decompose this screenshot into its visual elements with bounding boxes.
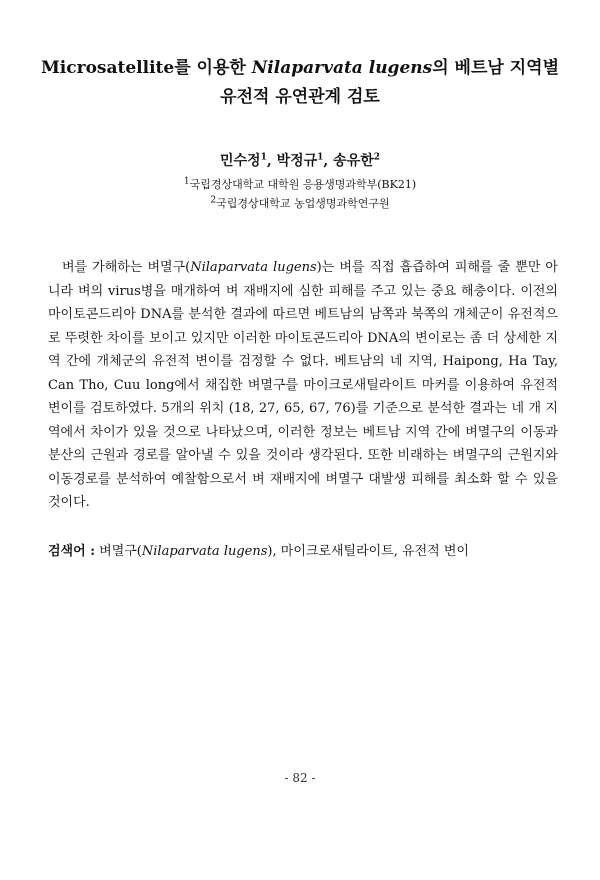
title-species-name: Nilaparvata lugens bbox=[251, 58, 433, 78]
author-name: 송유한 bbox=[333, 153, 374, 169]
page-number: - 82 - bbox=[284, 771, 316, 785]
author-affiliation-mark: 2 bbox=[373, 152, 381, 163]
abstract-species-name: Nilaparvata lugens bbox=[190, 260, 317, 275]
abstract-paragraph: 벼를 가해하는 벼멸구(Nilaparvata lugens)는 벼를 직접 흡즙하여 피해를 줄 뿐만 아니라 벼의 virus병을 매개하여 벼 재배지에 심한 피해를 주고 있는 중요 해충이다. 이전의 마이토콘드리아 DNA를 분석한 결과에 따르면 베트남의 남쪽과 북쪽의 개체군이 유전적으로 뚜렷한 차이를 보이고 있지만 이러한 마이토콘드리아 DNA의 변이로는 좀 더 상세한 지역 간에 개체군의 유전적 변이를 검정할 수 없다. 베트남의 네 지역, Haipong, Ha Tay, Can Tho, Cuu long에서 채집한 벼멸구를 마이크로새틸라이트 마커를 이용하여 유전적 변이를 검토하였다. 5개의 위치 (18, 27, 65, 67, 76)를 기준으로 분석한 결과는 네 개 지역에서 차이가 있을 것으로 나타났으며, 이러한 정보는 베트남 지역 간에 벼멸구의 이동과 분산의 근원과 경로를 알아낼 수 있을 것이라 생각된다. 또한 비래하는 벼멸구의 근원지와 이동경로를 분석하여 예찰함으로서 벼 재배지에 벼멸구 대발생 피해를 최소화 할 수 있을 것이다. bbox=[48, 260, 558, 510]
author-affiliation-mark: 1 bbox=[260, 152, 267, 163]
keywords-label: 검색어 : bbox=[48, 544, 95, 559]
title-line-1: Microsatellite를 이용한 Nilaparvata lugens의 베트남 지역별 bbox=[40, 58, 559, 78]
author-name: 박정규 bbox=[276, 153, 318, 169]
affiliation-1: $^1$국립경상대학교 대학원 응용생명과학부(BK21) bbox=[183, 176, 417, 191]
affiliation-2: $^2$국립경상대학교 농업생명과학연구원 bbox=[210, 195, 390, 210]
author-name: 민수정 bbox=[219, 153, 261, 169]
keywords-line: 검색어 : 벼멸구(Nilaparvata lugens), 마이크로새틸라이트, 유전적 변이 bbox=[48, 544, 469, 559]
title-line-2: 유전적 유연관계 검토 bbox=[220, 87, 380, 107]
author-list: 민수정$^1$, 박정규$^1$, 송유한$^2$ bbox=[219, 152, 381, 169]
author-affiliation-mark: 1 bbox=[317, 152, 324, 163]
paper-title bbox=[40, 54, 560, 112]
keywords-species-name: Nilaparvata lugens bbox=[141, 544, 268, 559]
